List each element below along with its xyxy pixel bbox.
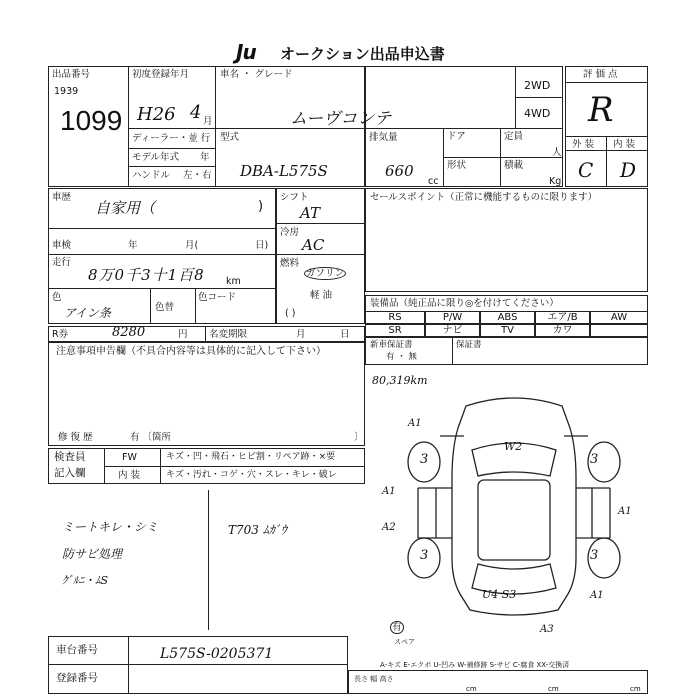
model-year-label: モデル年式 (132, 152, 180, 163)
exterior-grade: C (578, 158, 594, 182)
fuel-gasoline: ガソリン (306, 268, 345, 279)
sales-point-label: セールスポイント（正常に機能するものに限ります） (370, 192, 598, 203)
handle-sides: 左・右 (183, 170, 212, 181)
color-code-label: 色コード (198, 292, 237, 303)
repair-close: 〕 (354, 432, 364, 443)
cooling-label: 冷房 (280, 227, 300, 238)
warranty-options: 有 ・ 無 (386, 352, 417, 362)
repair-label: 修 復 歴 (58, 432, 93, 443)
color-change-label: 色替 (155, 302, 175, 313)
name-change-label: 名変期限 (209, 329, 248, 340)
first-reg-label: 初度登録年月 (132, 69, 190, 80)
spare-label: スペア (394, 638, 415, 646)
reg-label: 登録番号 (56, 672, 98, 684)
equip-aw: AW (590, 311, 648, 324)
notes-block (48, 342, 365, 446)
cooling-value: AC (302, 236, 325, 254)
inspection-month-unit: 月( (185, 240, 199, 251)
equip-navi: ナビ (425, 324, 480, 337)
mileage-value: 8万0千3十1百8 (88, 266, 205, 284)
mark-a1-right: A1 (618, 506, 632, 517)
mark-u4s3: U4 S3 (482, 588, 517, 601)
lot-number: 1099 (60, 105, 123, 136)
car-name-label: 車名 ・ グレード (220, 69, 293, 80)
door-label: ドア (447, 131, 466, 142)
fw-label: FW (122, 452, 137, 463)
mark-tire-fl: 3 (420, 452, 429, 467)
dealer-label: ディーラー・並 行 (132, 133, 211, 144)
exterior-label: 外 装 (572, 139, 595, 150)
inspection-year-unit: 年 (128, 240, 138, 251)
inspection-day-unit: 日) (255, 240, 269, 251)
shape-label: 形状 (447, 160, 467, 171)
chassis-label: 車台番号 (56, 644, 98, 656)
equipment-label: 装備品（純正品に限り◎を付けてください） (370, 298, 559, 309)
equip-sr: SR (365, 324, 425, 337)
equip-leather: カワ (535, 324, 590, 337)
lot-small-number: 1939 (54, 86, 79, 97)
mark-a3: A3 (540, 624, 554, 635)
damage-legend: A-キズ E-エクボ U-凹み W-補修跡 S-サビ C-腐食 XX-交換済 (380, 661, 570, 669)
drive-2wd: 2WD (524, 79, 551, 92)
load-label: 積載 (504, 160, 524, 171)
dim-unit-2: cm (548, 685, 559, 693)
note-line-3: ｸﾞﾙﾆ・ﾑS (62, 574, 109, 587)
name-change-day: 日 (340, 329, 350, 340)
category-label: 車歴 (52, 192, 72, 203)
mark-tire-fr: 3 (590, 452, 599, 467)
fuel-light-oil: 軽 油 (310, 290, 333, 301)
model-type-value: DBA-L575S (240, 162, 328, 180)
drive-4wd: 4WD (524, 107, 551, 120)
displacement-label: 排気量 (369, 132, 398, 143)
color-label: 色 (52, 292, 62, 303)
mileage-unit: km (226, 276, 241, 287)
recycle-value: 8280 (112, 325, 146, 340)
recycle-row (48, 326, 365, 342)
model-year-unit: 年 (200, 152, 210, 163)
displacement-unit: cc (428, 176, 439, 187)
capacity-label: 定員 (504, 131, 524, 142)
interior-inspect-label: 内 装 (118, 470, 141, 481)
spare-mark: 有 (392, 622, 402, 633)
notes-label: 注意事項申告欄（不具合内容等は具体的に記入して下さい） (56, 346, 326, 357)
repair-value: 有 〔箇所 (130, 432, 172, 443)
fw-items: キズ・凹・飛石・ヒビ割・リペア跡・×要 (166, 452, 336, 462)
rating-value: R (588, 90, 614, 130)
name-change-month: 月 (296, 329, 306, 340)
mark-w2: W2 (504, 440, 523, 453)
interior-grade: D (620, 158, 637, 182)
equip-tv: TV (480, 324, 535, 337)
rating-label: 評 価 点 (583, 69, 618, 80)
warranty-label: 新車保証書 (370, 340, 413, 350)
mark-a1-left: A1 (382, 486, 396, 497)
shift-value: AT (300, 204, 321, 222)
note-right: T703 ﾑｶﾞｳ (228, 523, 287, 537)
chassis-number: L575S-0205371 (160, 646, 274, 662)
lot-label: 出品番号 (52, 69, 91, 80)
category-close: ) (258, 199, 264, 214)
mark-tire-rl: 3 (420, 548, 429, 563)
load-unit: Kg (549, 176, 562, 187)
mileage-label: 走行 (52, 257, 72, 268)
first-reg-month-unit: 月 (203, 116, 213, 127)
mark-tire-rr: 3 (590, 548, 599, 563)
equip-abs: ABS (480, 311, 535, 324)
inspector-label-1: 検査員 (54, 451, 86, 463)
displacement-value: 660 (385, 162, 414, 180)
capacity-unit: 人 (552, 147, 562, 158)
recycle-unit: 円 (178, 329, 188, 340)
first-reg-month: 4 (190, 102, 202, 123)
mileage-note: 80,319km (372, 374, 428, 387)
equip-rs: RS (365, 311, 425, 324)
equip-empty (590, 324, 648, 337)
mark-a1-top: A1 (408, 418, 422, 429)
dimension-label: 長さ 幅 高さ (354, 675, 394, 683)
interior-items: キズ・汚れ・コゲ・穴・スレ・キレ・破レ (166, 470, 337, 480)
sales-point-block (365, 188, 648, 292)
category-value: 自家用（ (95, 199, 156, 217)
note-line-2: 防サビ処理 (62, 547, 123, 561)
warranty-booklet-label: 保証書 (456, 340, 482, 350)
equip-pw: P/W (425, 311, 480, 324)
note-line-1: ミートキレ・シミ (62, 520, 158, 534)
mark-a1-rear: A1 (590, 590, 604, 601)
mark-a2: A2 (382, 522, 396, 533)
recycle-label: R券 (52, 329, 69, 340)
handle-label: ハンドル (132, 170, 171, 181)
first-reg-year: H26 (137, 104, 176, 125)
shift-label: シフト (280, 192, 309, 203)
color-value: アイン条 (64, 306, 111, 320)
inspector-label-2: 記入欄 (54, 467, 86, 479)
car-name-value: ムーヴコンテ (290, 109, 392, 129)
equip-airbag: エア/B (535, 311, 590, 324)
shift-block (276, 188, 365, 324)
form-title: オークション出品申込書 (280, 45, 445, 63)
ju-logo: Ju (236, 40, 256, 64)
fuel-label: 燃料 (280, 258, 300, 269)
interior-label: 内 装 (613, 139, 636, 150)
dim-unit-3: cm (630, 685, 641, 693)
dim-unit-1: cm (466, 685, 477, 693)
fuel-other: ( ) (285, 308, 296, 319)
model-type-label: 型式 (220, 132, 240, 143)
inspection-label: 車検 (52, 240, 72, 251)
